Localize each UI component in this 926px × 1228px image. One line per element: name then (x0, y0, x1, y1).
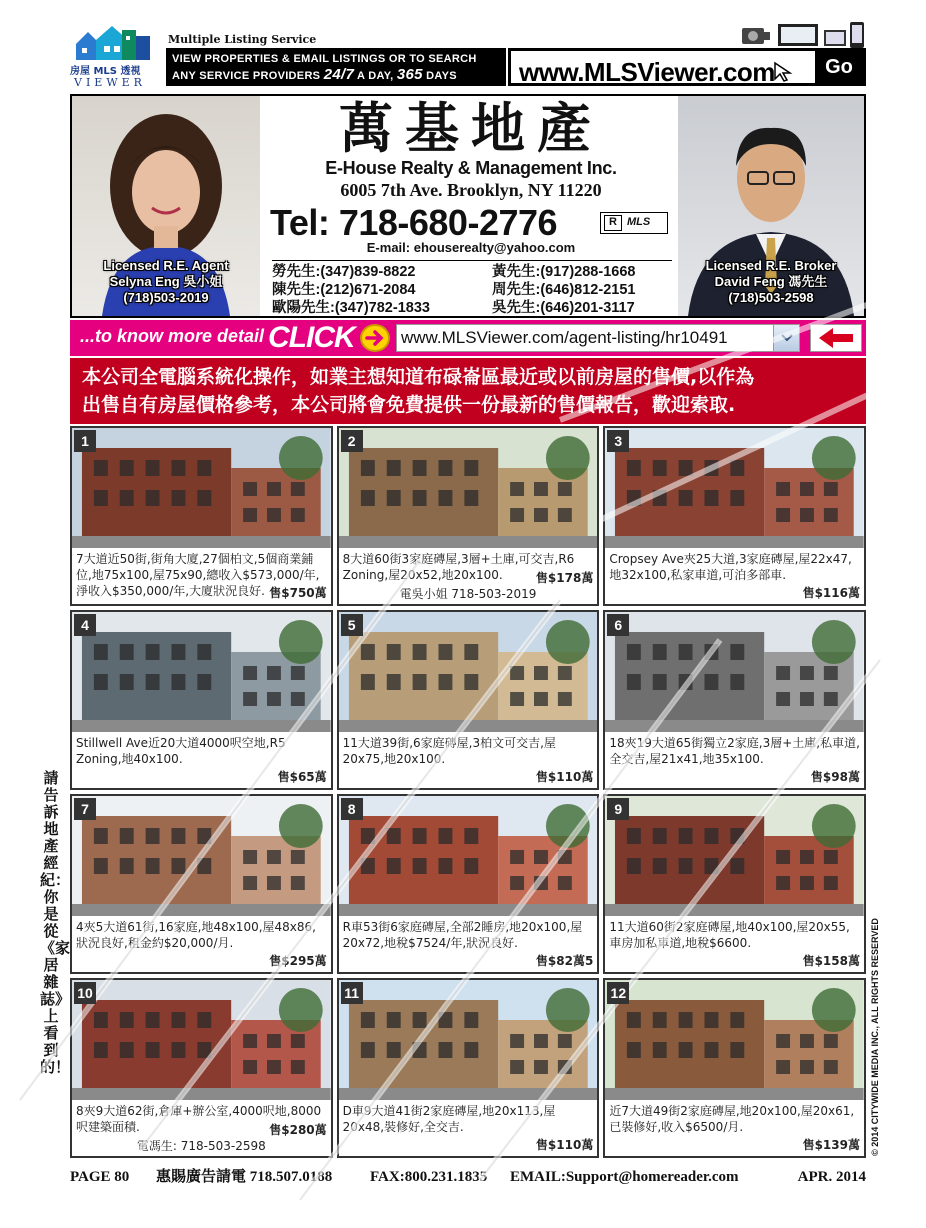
listing-card[interactable] (603, 794, 866, 974)
listing-photo (339, 612, 598, 732)
agent-photo-right (678, 96, 864, 316)
listing-photo (339, 980, 598, 1100)
listing-description: 11大道60街2家庭磚屋,地40x100,屋20x55,車房加私車道,地稅$6600. (609, 920, 850, 950)
contact-item: 歐陽先生:(347)782-1833 (272, 300, 430, 316)
listing-photo (339, 796, 598, 916)
building-photo (339, 428, 598, 548)
agency-chinese-name: 萬基地產 (339, 96, 603, 160)
listing-card[interactable] (337, 610, 600, 790)
back-arrow-button[interactable] (810, 324, 862, 352)
building-photo (605, 612, 864, 732)
agency-address: 6005 7th Ave. Brooklyn, NY 11220 (340, 180, 602, 200)
agency-phone: Tel: 718-680-2776 (270, 202, 558, 243)
listing-description: 8大道60街3家庭磚屋,3層+土庫,可交吉,R6 Zoning,屋20x52,地20x100. (342, 552, 575, 582)
mls-viewer-logo[interactable] (70, 18, 160, 89)
listing-photo (72, 612, 331, 732)
listing-description: 近7大道49街2家庭磚屋,地20x100,屋20x61,已裝修好,收入$6500/月. (609, 1104, 855, 1134)
logo-viewer-text: VIEWER (74, 76, 146, 89)
contact-item: 陳先生:(212)671-2084 (272, 282, 416, 298)
agency-email: E-mail: ehouserealty@yahoo.com (366, 240, 576, 255)
listing-price: 售$116萬 (802, 586, 860, 600)
contact-item: 勞先生:(347)839-8822 (272, 264, 416, 280)
page-number: PAGE 80 (70, 1169, 130, 1185)
listing-card[interactable] (603, 426, 866, 606)
listing-contact-phone: 電吳小姐 718-503-2019 (399, 587, 537, 601)
agent-photo-left (72, 96, 260, 316)
contact-item: 周先生:(646)812-2151 (492, 282, 636, 298)
go-button[interactable]: Go (815, 51, 863, 83)
listing-photo (72, 796, 331, 916)
listing-card[interactable] (337, 978, 600, 1158)
listing-number: 4 (74, 614, 96, 636)
listing-price: 售$295萬 (269, 954, 327, 968)
building-photo (339, 612, 598, 732)
agency-english-name: E-House Realty & Management Inc. (325, 158, 617, 178)
houses-logo-icon (74, 22, 154, 62)
contact-item: 吳先生:(646)201-3117 (492, 300, 635, 316)
building-photo (72, 428, 331, 548)
building-photo (72, 980, 331, 1100)
agent-caption-right: Licensed R.E. Broker David Feng 馮先生 (718)503-2598 (705, 258, 837, 305)
listing-photo (72, 980, 331, 1100)
building-photo (339, 796, 598, 916)
click-label[interactable]: CLICK (268, 321, 355, 354)
listing-description: 8夾9大道62街,倉庫+辦公室,4000呎地,8000呎建築面積. (76, 1104, 322, 1134)
listing-number: 7 (74, 798, 96, 820)
listing-number: 3 (607, 430, 629, 452)
listing-price: 售$98萬 (810, 770, 860, 784)
listing-number: 6 (607, 614, 629, 636)
listing-price: 售$750萬 (269, 586, 327, 600)
agent-listing-url-field[interactable]: www.MLSViewer.com/agent-listing/hr10491 (396, 324, 800, 352)
listing-price: 售$110萬 (535, 770, 594, 784)
arrow-right-icon[interactable] (360, 324, 390, 352)
listing-price: 售$280萬 (269, 1123, 327, 1137)
devices-icon (740, 20, 866, 50)
dropdown-chevron-icon[interactable] (773, 325, 799, 351)
sidebar-left-note: 請告訴地產經紀：你是從《家居雜誌》上看到的！ (40, 769, 71, 1076)
listing-card[interactable] (70, 794, 333, 974)
listing-number: 5 (341, 614, 363, 636)
agency-ad (70, 94, 866, 318)
notice-line-1: 本公司全電腦系統化操作，如業主想知道布碌崙區最近或以前房屋的售價,以作為 (82, 366, 755, 388)
listing-photo (339, 428, 598, 548)
sidebar-right-copyright: © 2014 CITYWIDE MEDIA INC., ALL RIGHTS RESERVED (870, 918, 880, 1156)
listing-contact-phone: 電馮生: 718-503-2598 (136, 1139, 266, 1153)
listing-card[interactable] (337, 426, 600, 606)
listing-card[interactable] (70, 978, 333, 1158)
promo-banner (166, 48, 506, 86)
issue-date: APR. 2014 (797, 1169, 866, 1185)
listing-price: 售$82萬5 (535, 954, 594, 968)
advertising-phone: 惠賜廣告請電 718.507.0188 (156, 1169, 333, 1185)
listing-number: 8 (341, 798, 363, 820)
page-footer (70, 1166, 866, 1188)
arrow-left-icon (811, 325, 861, 351)
listing-photo (605, 980, 864, 1100)
listing-photo (605, 612, 864, 732)
agency-info (262, 96, 680, 316)
agent-caption-left: Licensed R.E. Agent Selyna Eng 吳小姐 (718)503-2019 (103, 258, 229, 305)
listing-photo (605, 428, 864, 548)
building-photo (605, 796, 864, 916)
listing-description: D車9大道41街2家庭磚屋,地20x113,屋20x48,裝修好,全交吉. (342, 1104, 556, 1134)
building-photo (72, 612, 331, 732)
listings-grid (70, 426, 866, 1158)
listing-card[interactable] (337, 794, 600, 974)
listing-description: Cropsey Ave夾25大道,3家庭磚屋,屋22x47,地32x100,私家車道,可泊多部車. (609, 552, 852, 582)
more-detail-text: ...to know more detail (80, 326, 265, 346)
contact-item: 黃先生:(917)288-1668 (492, 264, 636, 280)
website-url[interactable]: www.MLSViewer.com (519, 57, 775, 87)
building-photo (605, 428, 864, 548)
support-email: EMAIL:Support@homereader.com (510, 1169, 739, 1185)
building-photo (339, 980, 598, 1100)
fax-number: FAX:800.231.1835 (370, 1169, 488, 1185)
promo-line-2: ANY SERVICE PROVIDERS 24/7 A DAY, 365 DAYS (172, 66, 457, 83)
listing-description: 4夾5大道61街,16家庭,地48x100,屋48x86,狀況良好,租金約$20,000/月. (76, 920, 316, 950)
listing-description: 11大道39街,6家庭磚屋,3柏文可交吉,屋20x75,地20x100. (342, 736, 556, 766)
notice-line-2: 出售自有房屋價格參考，本公司將會免費提供一份最新的售價報告，歡迎索取. (82, 394, 736, 416)
realtor-mls-badge: R MLS (600, 212, 668, 234)
listing-price: 售$139萬 (802, 1138, 860, 1152)
listing-number: 2 (341, 430, 363, 452)
cursor-arrow-icon (773, 61, 813, 83)
listing-description: 7大道近50街,街角大廈,27個柏文,5個商業鋪位,地75x100,屋75x90,總收入$573,000/年,淨收入$350,000/年,大廈狀況良好. (76, 552, 320, 598)
listing-price: 售$110萬 (535, 1138, 594, 1152)
building-photo (72, 796, 331, 916)
listing-price: 售$65萬 (277, 770, 327, 784)
listing-photo (605, 796, 864, 916)
realtor-r-icon: R (604, 215, 622, 231)
listing-card[interactable] (70, 610, 333, 790)
building-photo (605, 980, 864, 1100)
listing-number: 1 (74, 430, 96, 452)
promo-line-1: VIEW PROPERTIES & EMAIL LISTINGS OR TO SEARCH (172, 53, 477, 65)
logo-label: 房屋 MLS 透視 (70, 66, 141, 77)
website-bar[interactable] (508, 48, 866, 86)
listing-card[interactable] (603, 978, 866, 1158)
listing-price: 售$158萬 (802, 954, 860, 968)
free-price-report-notice (70, 358, 866, 424)
listing-description: 18夾19大道65街獨立2家庭,3層+土庫,私車道,全交吉,屋21x41,地35x100. (609, 736, 860, 766)
listing-description: Stillwell Ave近20大道4000呎空地,R5 Zoning,地40x100. (76, 736, 286, 766)
listing-price: 售$178萬 (535, 571, 594, 585)
listing-number: 10 (74, 982, 96, 1004)
service-title: Multiple Listing Service (168, 33, 317, 46)
listing-card[interactable] (603, 610, 866, 790)
listing-card[interactable] (70, 426, 333, 606)
listing-number: 12 (607, 982, 629, 1004)
listing-photo (72, 428, 331, 548)
click-bar (70, 320, 866, 356)
agent-contacts (272, 260, 672, 317)
listing-number: 9 (607, 798, 629, 820)
listing-number: 11 (341, 982, 363, 1004)
listing-description: R車53街6家庭磚屋,全部2睡房,地20x100,屋20x72,地稅$7524/年,狀況良好. (342, 920, 583, 950)
